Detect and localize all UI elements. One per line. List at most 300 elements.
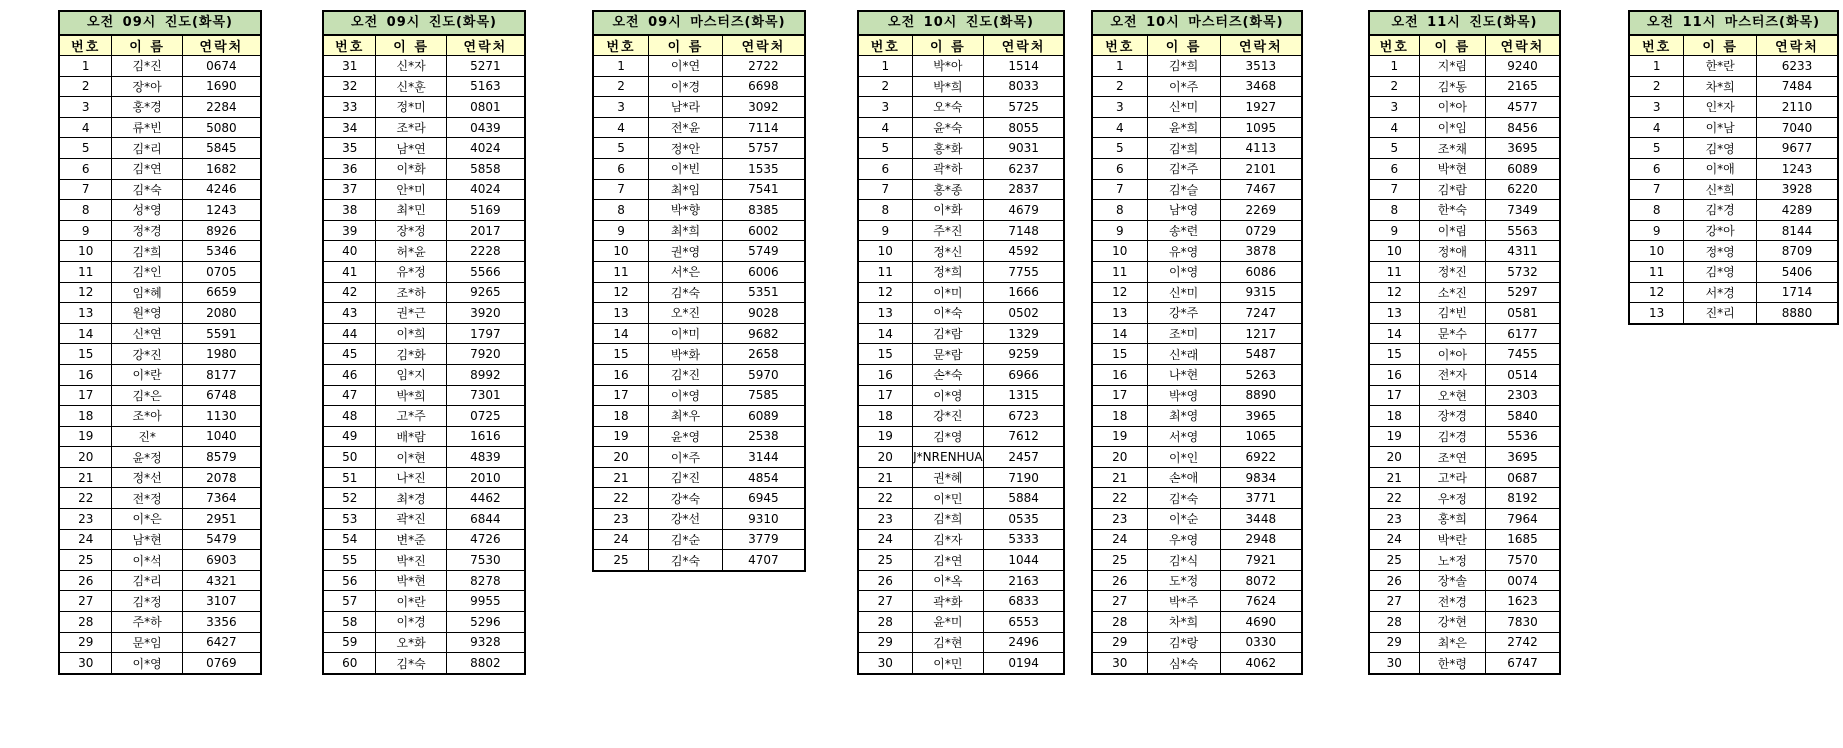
cell-contact: 6220 (1486, 179, 1559, 200)
cell-no: 31 (324, 56, 376, 77)
cell-name: 이*미 (649, 323, 723, 344)
cell-name: 김*현 (912, 632, 984, 653)
cell-no: 20 (60, 447, 112, 468)
table-row (1093, 220, 1301, 241)
cell-name: 김*리 (112, 570, 182, 591)
cell-name: 나*진 (376, 467, 446, 488)
table-row (1093, 550, 1301, 571)
column-header-name: 이 름 (112, 36, 182, 56)
cell-name: 김*자 (912, 529, 984, 550)
cell-name: 허*윤 (376, 241, 446, 262)
cell-no: 51 (324, 467, 376, 488)
table-row (1093, 488, 1301, 509)
cell-contact: 0687 (1486, 467, 1559, 488)
cell-contact: 2228 (446, 241, 524, 262)
cell-no: 13 (1630, 303, 1684, 323)
table-row (594, 56, 804, 77)
cell-contact: 6966 (984, 364, 1063, 385)
cell-name: 오*진 (649, 303, 723, 324)
table-row (60, 653, 260, 673)
cell-no: 16 (859, 364, 912, 385)
cell-no: 12 (1370, 282, 1419, 303)
cell-contact: 0705 (182, 261, 260, 282)
table-row (60, 632, 260, 653)
cell-name: 강*숙 (649, 488, 723, 509)
cell-no: 23 (60, 509, 112, 530)
cell-no: 53 (324, 509, 376, 530)
cell-contact: 6427 (182, 632, 260, 653)
cell-contact: 8278 (446, 570, 524, 591)
cell-name: 전*정 (112, 488, 182, 509)
cell-name: 김*희 (912, 509, 984, 530)
cell-name: 김*숙 (649, 550, 723, 570)
cell-name: 최*영 (1147, 406, 1220, 427)
cell-no: 17 (1370, 385, 1419, 406)
cell-name: 김*영 (912, 426, 984, 447)
cell-name: 권*근 (376, 303, 446, 324)
cell-name: 박*향 (649, 200, 723, 221)
cell-name: 이*순 (1147, 509, 1220, 530)
cell-no: 7 (859, 179, 912, 200)
cell-name: 오*현 (1419, 385, 1485, 406)
column-header-name: 이 름 (912, 36, 984, 56)
cell-name: 신*자 (376, 56, 446, 77)
cell-contact: 1666 (984, 282, 1063, 303)
cell-no: 14 (859, 323, 912, 344)
table-row (594, 303, 804, 324)
cell-name: 정*안 (649, 138, 723, 159)
cell-no: 28 (1370, 612, 1419, 633)
cell-contact: 9031 (984, 138, 1063, 159)
cell-contact: 7190 (984, 467, 1063, 488)
header-row (1370, 36, 1559, 56)
header-row (594, 36, 804, 56)
table-row (1630, 303, 1837, 323)
table-row (594, 364, 804, 385)
cell-name: J*NRENHUA (912, 447, 984, 468)
cell-no: 5 (1093, 138, 1147, 159)
cell-contact: 5845 (182, 138, 260, 159)
column-header-no: 번호 (60, 36, 112, 56)
cell-no: 19 (60, 426, 112, 447)
cell-contact: 2837 (984, 179, 1063, 200)
cell-name: 정*선 (112, 467, 182, 488)
cell-name: 김*동 (1419, 76, 1485, 97)
table-row (859, 117, 1063, 138)
cell-name: 손*애 (1147, 467, 1220, 488)
cell-no: 8 (594, 200, 649, 221)
cell-no: 28 (859, 612, 912, 633)
cell-no: 10 (1370, 241, 1419, 262)
cell-contact: 8192 (1486, 488, 1559, 509)
cell-name: 이*숙 (912, 303, 984, 324)
cell-no: 21 (1093, 467, 1147, 488)
cell-name: 이*애 (1684, 158, 1757, 179)
cell-name: 성*영 (112, 200, 182, 221)
table-row (60, 138, 260, 159)
cell-contact: 4690 (1220, 612, 1301, 633)
table-row (1630, 76, 1837, 97)
table-row (324, 612, 524, 633)
cell-name: 조*미 (1147, 323, 1220, 344)
table-row (859, 344, 1063, 365)
cell-contact: 5884 (984, 488, 1063, 509)
table-row (1630, 179, 1837, 200)
cell-contact: 7585 (722, 385, 804, 406)
table-row (60, 303, 260, 324)
table-row (859, 138, 1063, 159)
cell-no: 3 (1093, 97, 1147, 118)
cell-contact: 1682 (182, 158, 260, 179)
table-row (60, 158, 260, 179)
cell-no: 1 (1630, 56, 1684, 77)
table-row (859, 529, 1063, 550)
cell-contact: 4726 (446, 529, 524, 550)
cell-contact: 8992 (446, 364, 524, 385)
cell-contact: 5163 (446, 76, 524, 97)
cell-no: 21 (594, 467, 649, 488)
table-row (594, 261, 804, 282)
cell-name: 김*희 (1147, 56, 1220, 77)
cell-no: 21 (60, 467, 112, 488)
cell-name: 조*아 (112, 406, 182, 427)
table-row (1370, 344, 1559, 365)
table-row (1093, 591, 1301, 612)
cell-contact: 8802 (446, 653, 524, 673)
cell-contact: 6006 (722, 261, 804, 282)
cell-name: 류*빈 (112, 117, 182, 138)
column-header-name: 이 름 (376, 36, 446, 56)
cell-no: 12 (1630, 282, 1684, 303)
table-row (324, 467, 524, 488)
cell-name: 강*선 (649, 509, 723, 530)
cell-name: 임*지 (376, 364, 446, 385)
cell-contact: 1927 (1220, 97, 1301, 118)
cell-contact: 4321 (182, 570, 260, 591)
table-row (60, 220, 260, 241)
table-row (1093, 56, 1301, 77)
table-row (1093, 200, 1301, 221)
cell-contact: 7570 (1486, 550, 1559, 571)
cell-name: 정*미 (376, 97, 446, 118)
table-row (859, 467, 1063, 488)
cell-contact: 7484 (1757, 76, 1837, 97)
cell-no: 28 (60, 612, 112, 633)
table-row (859, 570, 1063, 591)
cell-no: 1 (60, 56, 112, 77)
table-row (594, 76, 804, 97)
cell-no: 27 (60, 591, 112, 612)
cell-no: 14 (60, 323, 112, 344)
table-row (1093, 282, 1301, 303)
cell-contact: 3092 (722, 97, 804, 118)
table-row (60, 364, 260, 385)
cell-no: 4 (1370, 117, 1419, 138)
table-row (1370, 509, 1559, 530)
cell-contact: 4592 (984, 241, 1063, 262)
cell-name: 박*진 (376, 550, 446, 571)
cell-contact: 7455 (1486, 344, 1559, 365)
cell-name: 김*희 (1147, 138, 1220, 159)
cell-name: 김*숙 (1147, 488, 1220, 509)
cell-name: 고*라 (1419, 467, 1485, 488)
cell-no: 60 (324, 653, 376, 673)
cell-contact: 5296 (446, 612, 524, 633)
cell-contact: 5840 (1486, 406, 1559, 427)
cell-no: 11 (1093, 261, 1147, 282)
cell-contact: 5351 (722, 282, 804, 303)
cell-no: 2 (60, 76, 112, 97)
cell-contact: 2080 (182, 303, 260, 324)
column-header-contact: 연락처 (1486, 36, 1559, 56)
cell-no: 24 (1370, 529, 1419, 550)
cell-name: 이*영 (1147, 261, 1220, 282)
cell-contact: 0074 (1486, 570, 1559, 591)
cell-no: 6 (60, 158, 112, 179)
table-row (859, 488, 1063, 509)
table-row (859, 97, 1063, 118)
cell-contact: 6903 (182, 550, 260, 571)
cell-name: 홍*희 (1419, 509, 1485, 530)
cell-contact: 6844 (446, 509, 524, 530)
cell-no: 9 (1093, 220, 1147, 241)
cell-contact: 7830 (1486, 612, 1559, 633)
table-row (859, 591, 1063, 612)
table-row (1370, 303, 1559, 324)
cell-no: 7 (1093, 179, 1147, 200)
cell-contact: 0535 (984, 509, 1063, 530)
cell-name: 윤*숙 (912, 117, 984, 138)
table-row (1093, 426, 1301, 447)
cell-no: 47 (324, 385, 376, 406)
cell-contact: 6002 (722, 220, 804, 241)
cell-contact: 1535 (722, 158, 804, 179)
cell-contact: 5333 (984, 529, 1063, 550)
cell-name: 박*화 (649, 344, 723, 365)
roster-grid (324, 36, 524, 673)
table-row (1093, 97, 1301, 118)
cell-contact: 9328 (446, 632, 524, 653)
table-row (1093, 241, 1301, 262)
table-row (1370, 529, 1559, 550)
cell-name: 서*경 (1684, 282, 1757, 303)
cell-name: 조*하 (376, 282, 446, 303)
cell-name: 남*연 (376, 138, 446, 159)
cell-name: 정*희 (912, 261, 984, 282)
cell-name: 장*솔 (1419, 570, 1485, 591)
cell-no: 30 (60, 653, 112, 673)
table-row (60, 426, 260, 447)
cell-name: 김*람 (1419, 179, 1485, 200)
table-row (60, 97, 260, 118)
table-row (324, 138, 524, 159)
cell-name: 고*주 (376, 406, 446, 427)
table-title: 오전 09시 진도(화목) (60, 12, 260, 36)
cell-contact: 6177 (1486, 323, 1559, 344)
table-row (859, 56, 1063, 77)
cell-name: 홍*종 (912, 179, 984, 200)
table-row (859, 76, 1063, 97)
cell-no: 15 (594, 344, 649, 365)
cell-no: 25 (1093, 550, 1147, 571)
cell-contact: 8456 (1486, 117, 1559, 138)
table-row (1093, 447, 1301, 468)
cell-contact: 1044 (984, 550, 1063, 571)
table-row (324, 303, 524, 324)
cell-contact: 5487 (1220, 344, 1301, 365)
table-row (859, 303, 1063, 324)
table-row (859, 550, 1063, 571)
table-row (1370, 179, 1559, 200)
header-row (1093, 36, 1301, 56)
cell-name: 임*혜 (112, 282, 182, 303)
roster-grid (594, 36, 804, 570)
roster-table-3 (592, 10, 806, 572)
cell-no: 15 (1093, 344, 1147, 365)
cell-name: 이*화 (376, 158, 446, 179)
table-row (1370, 447, 1559, 468)
cell-name: 이*희 (376, 323, 446, 344)
cell-name: 강*아 (1684, 220, 1757, 241)
cell-name: 이*란 (376, 591, 446, 612)
cell-contact: 5970 (722, 364, 804, 385)
cell-contact: 2722 (722, 56, 804, 77)
table-row (1630, 241, 1837, 262)
cell-name: 조*채 (1419, 138, 1485, 159)
cell-contact: 1980 (182, 344, 260, 365)
cell-name: 박*영 (1147, 385, 1220, 406)
column-header-contact: 연락처 (1757, 36, 1837, 56)
column-header-contact: 연락처 (446, 36, 524, 56)
cell-contact: 6089 (722, 406, 804, 427)
cell-contact: 7612 (984, 426, 1063, 447)
table-row (60, 56, 260, 77)
table-row (594, 220, 804, 241)
table-row (1370, 56, 1559, 77)
cell-no: 7 (60, 179, 112, 200)
cell-name: 이*연 (649, 56, 723, 77)
cell-no: 11 (859, 261, 912, 282)
cell-name: 김*영 (1684, 138, 1757, 159)
table-row (1370, 632, 1559, 653)
cell-contact: 7301 (446, 385, 524, 406)
cell-name: 권*혜 (912, 467, 984, 488)
cell-name: 곽*하 (912, 158, 984, 179)
cell-contact: 6089 (1486, 158, 1559, 179)
cell-contact: 1714 (1757, 282, 1837, 303)
cell-no: 12 (859, 282, 912, 303)
table-row (859, 200, 1063, 221)
table-row (1093, 406, 1301, 427)
table-row (1370, 76, 1559, 97)
cell-no: 27 (1370, 591, 1419, 612)
cell-contact: 8926 (182, 220, 260, 241)
cell-name: 김*식 (1147, 550, 1220, 571)
table-row (324, 426, 524, 447)
cell-name: 곽*화 (912, 591, 984, 612)
cell-no: 27 (859, 591, 912, 612)
cell-contact: 4679 (984, 200, 1063, 221)
cell-name: 오*숙 (912, 97, 984, 118)
cell-no: 17 (60, 385, 112, 406)
cell-name: 남*라 (649, 97, 723, 118)
table-row (1093, 612, 1301, 633)
roster-grid (60, 36, 260, 673)
cell-no: 23 (859, 509, 912, 530)
cell-name: 인*자 (1684, 97, 1757, 118)
cell-contact: 8072 (1220, 570, 1301, 591)
cell-no: 4 (1093, 117, 1147, 138)
cell-no: 10 (859, 241, 912, 262)
cell-no: 5 (60, 138, 112, 159)
table-row (324, 97, 524, 118)
cell-no: 26 (1093, 570, 1147, 591)
table-row (1370, 117, 1559, 138)
cell-no: 13 (60, 303, 112, 324)
column-header-contact: 연락처 (182, 36, 260, 56)
column-header-no: 번호 (594, 36, 649, 56)
cell-no: 14 (594, 323, 649, 344)
cell-contact: 3448 (1220, 509, 1301, 530)
table-row (60, 200, 260, 221)
cell-no: 19 (1370, 426, 1419, 447)
cell-contact: 6086 (1220, 261, 1301, 282)
table-row (60, 447, 260, 468)
table-row (1370, 200, 1559, 221)
cell-no: 11 (594, 261, 649, 282)
table-row (859, 158, 1063, 179)
cell-no: 9 (1370, 220, 1419, 241)
cell-name: 강*현 (1419, 612, 1485, 633)
cell-name: 조*라 (376, 117, 446, 138)
cell-name: 김*숙 (649, 282, 723, 303)
table-title: 오전 11시 진도(화목) (1370, 12, 1559, 36)
cell-contact: 8890 (1220, 385, 1301, 406)
table-row (324, 56, 524, 77)
cell-no: 39 (324, 220, 376, 241)
cell-contact: 8579 (182, 447, 260, 468)
table-row (1093, 467, 1301, 488)
cell-contact: 1095 (1220, 117, 1301, 138)
cell-no: 6 (1370, 158, 1419, 179)
cell-name: 노*정 (1419, 550, 1485, 571)
cell-no: 3 (594, 97, 649, 118)
table-row (594, 550, 804, 570)
cell-no: 5 (1630, 138, 1684, 159)
cell-no: 18 (60, 406, 112, 427)
cell-no: 7 (1630, 179, 1684, 200)
cell-contact: 4113 (1220, 138, 1301, 159)
cell-no: 45 (324, 344, 376, 365)
cell-name: 김*진 (112, 56, 182, 77)
cell-name: 도*정 (1147, 570, 1220, 591)
cell-contact: 4854 (722, 467, 804, 488)
roster-grid (1630, 36, 1837, 323)
cell-no: 26 (1370, 570, 1419, 591)
cell-no: 18 (594, 406, 649, 427)
table-row (1093, 509, 1301, 530)
cell-no: 11 (60, 261, 112, 282)
cell-name: 윤*영 (649, 426, 723, 447)
cell-contact: 0725 (446, 406, 524, 427)
table-row (1093, 158, 1301, 179)
cell-contact: 8055 (984, 117, 1063, 138)
cell-contact: 9259 (984, 344, 1063, 365)
cell-name: 장*경 (1419, 406, 1485, 427)
table-row (1370, 97, 1559, 118)
cell-contact: 4024 (446, 179, 524, 200)
cell-contact: 8177 (182, 364, 260, 385)
